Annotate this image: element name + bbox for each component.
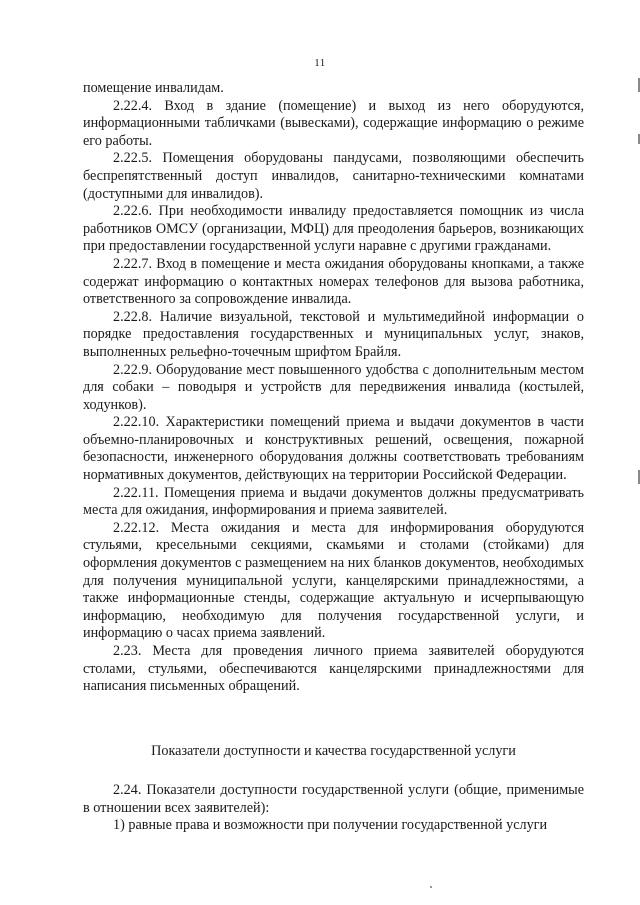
- paragraph-2-22-9: 2.22.9. Оборудование мест повышенного удобства с дополнительным местом для собаки – поводыря и устройств для передвижения инвалида (костылей, ходунков).: [83, 361, 584, 413]
- page-number: 11: [314, 57, 326, 69]
- paragraph-2-22-7: 2.22.7. Вход в помещение и места ожидания оборудованы кнопками, а также содержат информацию о контактных номерах телефонов для вызова работника, ответственного за сопровождение инвалида.: [83, 255, 584, 308]
- paragraph-2-22-11: 2.22.11. Помещения приема и выдачи документов должны предусматривать места для ожидания, информирования и приема заявителей.: [83, 484, 584, 519]
- paragraph-2-23: 2.23. Места для проведения личного приема заявителей оборудуются столами, стульями, обеспечиваются канцелярскими принадлежностями для написания письменных обращений.: [83, 643, 584, 695]
- section-heading: Показатели доступности и качества государственной услуги: [151, 743, 516, 759]
- scan-dot: [430, 886, 432, 888]
- document-body: [83, 80, 584, 696]
- section-body: [83, 782, 584, 835]
- paragraph-2-22-5: 2.22.5. Помещения оборудованы пандусами, позволяющими обеспечить беспрепятственный доступ инвалидов, санитарно-техническими комнатами (доступными для инвалидов).: [83, 150, 584, 202]
- paragraph-continuation: помещение инвалидам.: [83, 80, 224, 96]
- list-item-1: 1) равные права и возможности при получении государственной услуги: [113, 817, 548, 834]
- paragraph-2-22-6: 2.22.6. При необходимости инвалиду предоставляется помощник из числа работников ОМСУ (организации, МФЦ) для преодоления барьеров, возникающих при предоставлении государственной услуги наравне с другими гражданами.: [83, 203, 584, 255]
- paragraph-2-22-8: 2.22.8. Наличие визуальной, текстовой и мультимедийной информации о порядке предоставления государственных и муниципальных услуг, знаков, выполненных рельефно-точечным шрифтом Брайля.: [83, 308, 584, 360]
- paragraph-2-22-4: 2.22.4. Вход в здание (помещение) и выход из него оборудуются, информационными табличками (вывесками), содержащие информацию о режиме его работы.: [83, 97, 584, 149]
- paragraph-2-22-12: 2.22.12. Места ожидания и места для информирования оборудуются стульями, кресельными секциями, скамьями и столами (стойками) для оформления документов с размещением на них бланков документов, необходимых для получения муниципальной услуги, канцелярскими принадлежностями, а также информационные стенды, содержащие актуальную и исчерпывающую информацию, необходимую для получения государственной услуги, и информацию о часах приема заявлений.: [83, 519, 584, 642]
- paragraph-2-24: 2.24. Показатели доступности государственной услуги (общие, применимые в отношении всех заявителей):: [83, 782, 584, 816]
- paragraph-2-22-10: 2.22.10. Характеристики помещений приема и выдачи документов в части объемно-планировочных и конструктивных решений, освещения, пожарной безопасности, инженерного оборудования должны соответствовать требованиям нормативных документов, действующих на территории Российской Федерации.: [83, 414, 584, 484]
